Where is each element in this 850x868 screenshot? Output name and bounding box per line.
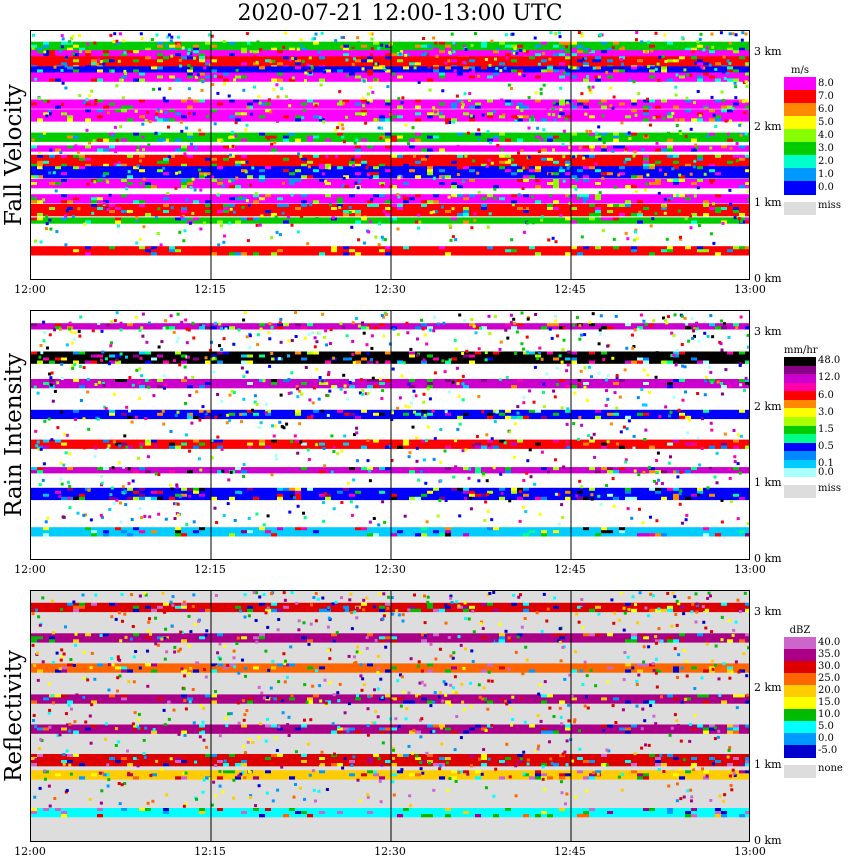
y-tick-label: 2 km [754,400,782,414]
x-tick-label: 12:15 [194,563,226,576]
fall-velocity-heatmap [30,30,750,280]
colorbar-swatch [784,155,816,169]
colorbar-label: 6.0 [818,389,834,401]
colorbar-swatch [784,77,816,91]
fall-velocity-colorbar [784,65,846,235]
fall-velocity-svg [31,31,750,280]
colorbar-missing-swatch [784,202,816,215]
colorbar-label: 0.1 [818,458,834,470]
colorbar-swatch [784,168,816,182]
colorbar-swatch [784,673,816,686]
reflectivity-colorbar [784,625,846,795]
x-tick-label: 12:00 [14,283,46,296]
x-tick-label: 12:15 [194,283,226,296]
colorbar-label: 8.0 [818,77,834,89]
y-tick-label: 0 km [754,834,782,847]
colorbar-label: -5.0 [818,745,838,756]
x-tick-label: 12:15 [194,845,226,858]
colorbar-label: 0.5 [818,441,834,452]
colorbar-missing-label: miss [818,483,841,494]
colorbar-label: 12.0 [818,372,841,384]
colorbar-unit: mm/hr [784,345,818,356]
panel-label-fall-velocity: Fall Velocity [1,84,27,226]
x-tick-label: 12:30 [374,845,406,858]
colorbar-label: 0.0 [818,466,834,478]
y-tick-label: 0 km [754,272,782,285]
colorbar-label: 2.0 [818,155,834,167]
x-tick-label: 13:00 [734,283,766,296]
colorbar-label: 7.0 [818,90,834,102]
colorbar-label: 3.0 [818,406,834,418]
colorbar-label: 48.0 [818,355,841,367]
colorbar-swatch [784,142,816,156]
rain-intensity-heatmap [30,310,750,560]
colorbar-swatch [784,637,816,650]
y-tick-label: 3 km [754,44,782,58]
x-tick-label: 12:30 [374,563,406,576]
colorbar-swatch [784,129,816,143]
colorbar-unit: m/s [791,65,809,76]
colorbar-label: 5.0 [818,721,834,732]
colorbar-label: 4.0 [818,129,834,141]
colorbar-label: 6.0 [818,103,834,115]
colorbar-swatch [784,745,816,758]
colorbar-label: 30.0 [818,661,841,672]
rain-intensity-svg [31,311,750,560]
colorbar-swatch [784,721,816,734]
x-tick-label: 12:45 [554,563,586,576]
colorbar-label: 5.0 [818,116,834,128]
panel-label-reflectivity: Reflectivity [1,650,27,782]
reflectivity-heatmap [30,590,750,842]
chart-title: 2020-07-21 12:00-13:00 UTC [237,1,563,26]
colorbar-label: 25.0 [818,673,841,684]
colorbar-label: 3.0 [818,142,834,154]
colorbar-swatch [784,103,816,117]
colorbar-label: 10.0 [818,709,841,720]
colorbar-missing-label: none [818,763,843,774]
colorbar-label: 35.0 [818,649,841,660]
colorbar-label: 40.0 [818,637,841,648]
colorbar-swatch [784,661,816,674]
y-tick-label: 0 km [754,552,782,565]
y-tick-label: 3 km [754,604,782,618]
colorbar-missing-swatch [784,485,816,498]
colorbar-swatch [784,116,816,130]
colorbar-label: 20.0 [818,685,841,696]
colorbar-swatch [784,697,816,710]
colorbar-missing-label: miss [818,200,841,211]
colorbar-missing-swatch [784,765,816,778]
colorbar-label: 1.5 [818,423,834,435]
colorbar-label: 0.0 [818,181,834,193]
colorbar-label: 15.0 [818,697,841,708]
panel-label-rain-intensity: Rain Intensity [1,353,27,517]
colorbar-label: 1.0 [818,168,834,180]
colorbar-swatch [784,649,816,662]
x-tick-label: 12:00 [14,845,46,858]
rain-intensity-colorbar [784,345,846,515]
y-tick-label: 1 km [754,196,782,210]
y-tick-label: 1 km [754,476,782,490]
colorbar-swatch [784,90,816,104]
x-tick-label: 12:45 [554,283,586,296]
y-tick-label: 3 km [754,324,782,338]
x-tick-label: 12:00 [14,563,46,576]
colorbar-unit: dBZ [789,625,811,636]
y-tick-label: 2 km [754,681,782,695]
x-tick-label: 12:30 [374,283,406,296]
x-tick-label: 13:00 [734,563,766,576]
colorbar-swatch [784,685,816,698]
x-tick-label: 13:00 [734,845,766,858]
colorbar-swatch [784,733,816,746]
colorbar-swatch [784,709,816,722]
colorbar-swatch [784,181,816,195]
colorbar-label: 0.0 [818,733,834,744]
x-tick-label: 12:45 [554,845,586,858]
y-tick-label: 1 km [754,757,782,771]
y-tick-label: 2 km [754,120,782,134]
colorbar-swatch [784,468,816,477]
reflectivity-svg [31,591,750,842]
